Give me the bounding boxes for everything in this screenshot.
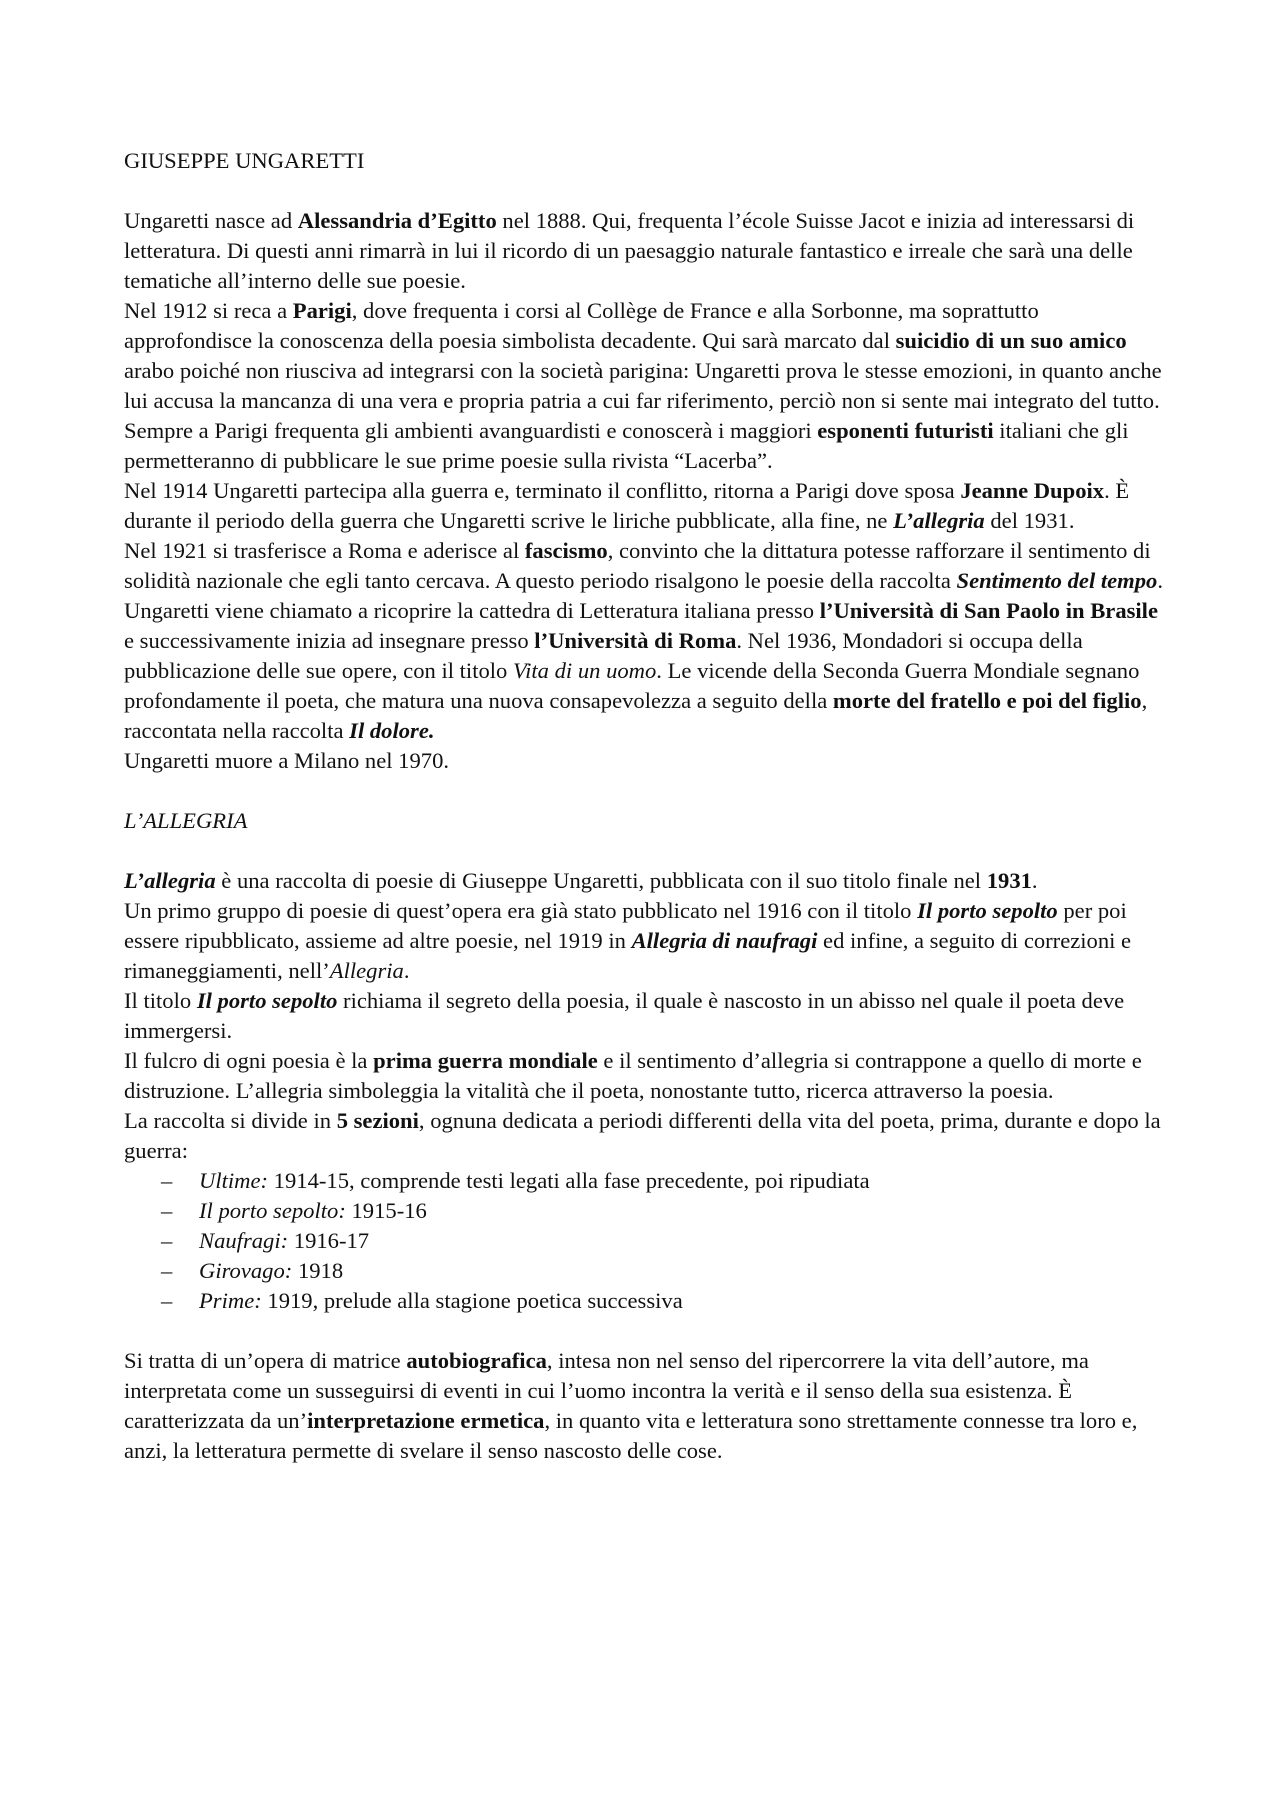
list-item: – Naufragi: 1916-17 bbox=[161, 1228, 370, 1253]
allegria-paragraph-history: Un primo gruppo di poesie di quest’opera era già stato pubblicato nel 1916 con il titolo Il porto sepolto per poi essere ripubblicato, assieme ad altre poesie, nel 1919 in Allegria di naufragi ed infine, a seguito di correzioni e rimaneggiamenti, nell’Allegria. bbox=[124, 898, 1132, 983]
list-item: – Prime: 1919, prelude alla stagione poetica successiva bbox=[161, 1288, 683, 1313]
bio-paragraph-birth: Ungaretti nasce ad Alessandria d’Egitto nel 1888. Qui, frequenta l’école Suisse Jacot e inizia ad interessarsi di letteratura. Di questi anni rimarrà in lui il ricordo di un paesaggio naturale fantastico e irreale che sarà una delle tematiche all’interno delle sue poesie. bbox=[124, 208, 1135, 293]
bio-paragraph-rome: Nel 1921 si trasferisce a Roma e aderisce al fascismo, convinto che la dittatura potesse rafforzare il sentimento di solidità nazionale che egli tanto cercava. A questo periodo risalgono le poesie della raccolta Sentimento del tempo. bbox=[124, 538, 1164, 593]
bio-paragraph-death: Ungaretti muore a Milano nel 1970. bbox=[124, 748, 450, 773]
page-title: GIUSEPPE UNGARETTI bbox=[124, 148, 365, 173]
sections-list bbox=[124, 1166, 1164, 1316]
allegria-paragraph-sections: La raccolta si divide in 5 sezioni, ognuna dedicata a periodi differenti della vita del poeta, prima, durante e dopo la guerra: bbox=[124, 1108, 1161, 1163]
list-item: – Girovago: 1918 bbox=[161, 1258, 344, 1283]
bio-paragraph-university: Ungaretti viene chiamato a ricoprire la cattedra di Letteratura italiana presso l’Università di San Paolo in Brasile e successivamente inizia ad insegnare presso l’Università di Roma. Nel 1936, Mondadori si occupa della pubblicazione delle sue opere, con il titolo Vita di un uomo. Le vicende della Seconda Guerra Mondiale segnano profondamente il poeta, che matura una nuova consapevolezza a seguito della morte del fratello e poi del figlio, raccontata nella raccolta Il dolore. bbox=[124, 598, 1158, 743]
document-page bbox=[124, 146, 1164, 1466]
allegria-paragraph-theme: Il fulcro di ogni poesia è la prima guerra mondiale e il sentimento d’allegria si contrappone a quello di morte e distruzione. L’allegria simboleggia la vitalità che il poeta, nonostante tutto, ricerca attraverso la poesia. bbox=[124, 1048, 1142, 1103]
allegria-paragraph-intro: L’allegria è una raccolta di poesie di Giuseppe Ungaretti, pubblicata con il suo titolo finale nel 1931. bbox=[124, 868, 1038, 893]
bio-paragraph-paris: Nel 1912 si reca a Parigi, dove frequenta i corsi al Collège de France e alla Sorbonne, ma soprattutto approfondisce la conoscenza della poesia simbolista decadente. Qui sarà marcato dal suicidio di un suo amico arabo poiché non riusciva ad integrarsi con la società parigina: Ungaretti prova le stesse emozioni, in quanto anche lui accusa la mancanza di una vera e propria patria a cui far riferimento, perciò non si sente mai integrato del tutto. Sempre a Parigi frequenta gli ambienti avanguardisti e conoscerà i maggiori esponenti futuristi italiani che gli permetteranno di pubblicare le sue prime poesie sulla rivista “Lacerba”. bbox=[124, 298, 1162, 473]
allegria-paragraph-title-meaning: Il titolo Il porto sepolto richiama il segreto della poesia, il quale è nascosto in un abisso nel quale il poeta deve immergersi. bbox=[124, 988, 1125, 1043]
list-item: – Il porto sepolto: 1915-16 bbox=[161, 1198, 427, 1223]
section-heading-allegria: L’ALLEGRIA bbox=[124, 808, 248, 833]
allegria-paragraph-interpretation: Si tratta di un’opera di matrice autobiografica, intesa non nel senso del ripercorrere la vita dell’autore, ma interpretata come un susseguirsi di eventi in cui l’uomo incontra la verità e il senso della sua esistenza. È caratterizzata da un’interpretazione ermetica, in quanto vita e letteratura sono strettamente connesse tra loro e, anzi, la letteratura permette di svelare il senso nascosto delle cose. bbox=[124, 1348, 1138, 1463]
list-item: – Ultime: 1914-15, comprende testi legati alla fase precedente, poi ripudiata bbox=[161, 1168, 870, 1193]
bio-paragraph-war: Nel 1914 Ungaretti partecipa alla guerra e, terminato il conflitto, ritorna a Parigi dove sposa Jeanne Dupoix. È durante il periodo della guerra che Ungaretti scrive le liriche pubblicate, alla fine, ne L’allegria del 1931. bbox=[124, 478, 1130, 533]
